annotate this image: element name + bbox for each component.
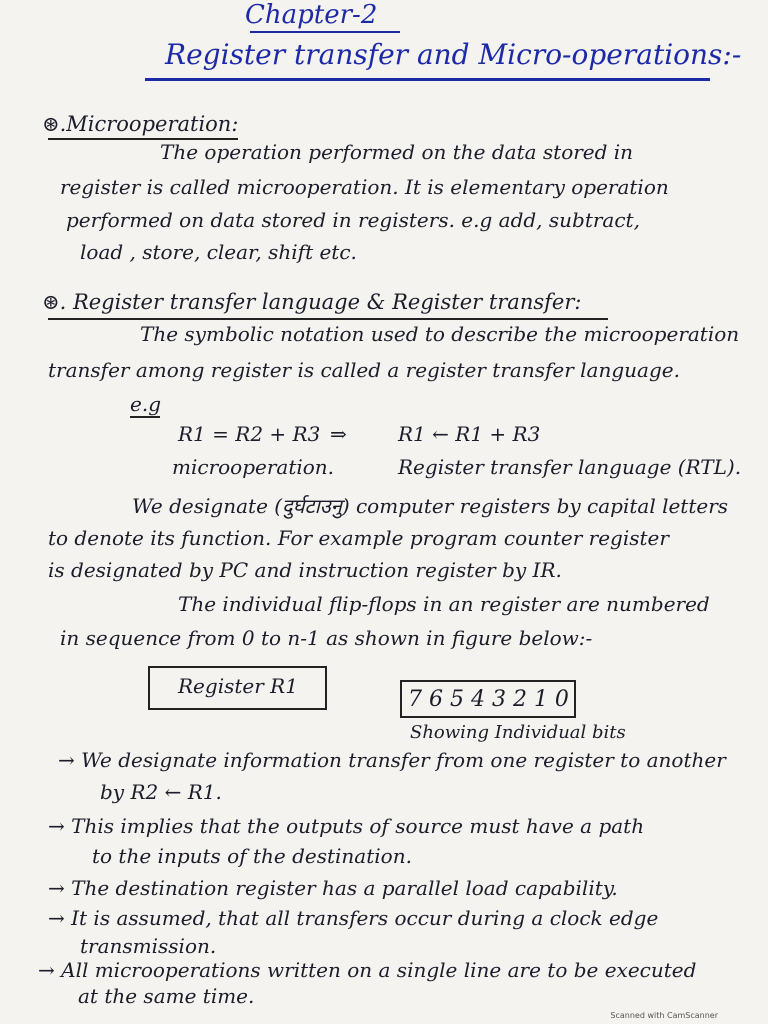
bits-caption: Showing Individual bits <box>410 722 626 743</box>
para3-line-2: in sequence from 0 to n-1 as shown in figure below:- <box>60 626 593 650</box>
section1-heading: ⊛.Microoperation: <box>42 112 239 136</box>
example-left-caption: microoperation. <box>172 455 335 479</box>
example-right-caption: Register transfer language (RTL). <box>398 455 742 479</box>
section1-line-1: The operation performed on the data stored in <box>160 140 634 164</box>
bullet-2-line-2: to the inputs of the destination. <box>92 844 412 868</box>
eg-underline <box>130 416 160 418</box>
section2-line-1: The symbolic notation used to describe the microoperation <box>140 322 740 346</box>
chapter-underline <box>250 31 400 33</box>
bullet-3-line-1: The destination register has a parallel load capability. <box>71 876 618 900</box>
para2-line-1: We designate (दुर्घटाउनु) computer registers by capital letters <box>132 494 729 518</box>
bullet-4-line-2: transmission. <box>80 934 217 958</box>
bullet-2-line-1: This implies that the outputs of source must have a path <box>71 814 645 838</box>
section2-line-2: transfer among register is called a register transfer language. <box>48 358 680 382</box>
arrow-icon: → <box>58 748 75 772</box>
register-label: Register R1 <box>178 674 298 698</box>
arrow-icon: → <box>48 876 65 900</box>
section2-underline <box>48 318 608 320</box>
example-right-expr: R1 ← R1 + R3 <box>398 422 541 446</box>
scanner-watermark: Scanned with CamScanner <box>610 1011 718 1020</box>
para2-line-3: is designated by PC and instruction register by IR. <box>48 558 562 582</box>
bullet-1-line-2: by R2 ← R1. <box>100 780 222 804</box>
section1-line-3: performed on data stored in registers. e.g add, subtract, <box>66 208 640 232</box>
topic-underline <box>145 78 710 81</box>
section1-line-4: load , store, clear, shift etc. <box>80 240 357 264</box>
bullet-1-line-1: We designate information transfer from one register to another <box>81 748 726 772</box>
arrow-icon: → <box>38 958 55 982</box>
register-box <box>148 666 327 710</box>
bullet-4-line-1: It is assumed, that all transfers occur during a clock edge <box>71 906 659 930</box>
example-left-expr: R1 = R2 + R3 <box>178 422 321 446</box>
section1-line-2: register is called microoperation. It is elementary operation <box>60 175 669 199</box>
arrow-icon: → <box>48 814 65 838</box>
topic-title: Register transfer and Micro-operations:- <box>165 38 742 71</box>
section2-heading: ⊛. Register transfer language & Register transfer: <box>42 290 582 314</box>
bullet-5-line-2: at the same time. <box>78 984 255 1008</box>
bullet-5-line-1: All microoperations written on a single line are to be executed <box>61 958 697 982</box>
eg-label: e.g <box>130 392 161 416</box>
example-arrow: ⇒ <box>330 422 347 446</box>
para2-line-2: to denote its function. For example program counter register <box>48 526 669 550</box>
arrow-icon: → <box>48 906 65 930</box>
bits-box: 7 6 5 4 3 2 1 0 <box>400 680 576 718</box>
para3-line-1: The individual flip-flops in an register are numbered <box>178 592 710 616</box>
chapter-title: Chapter-2 <box>245 0 378 30</box>
